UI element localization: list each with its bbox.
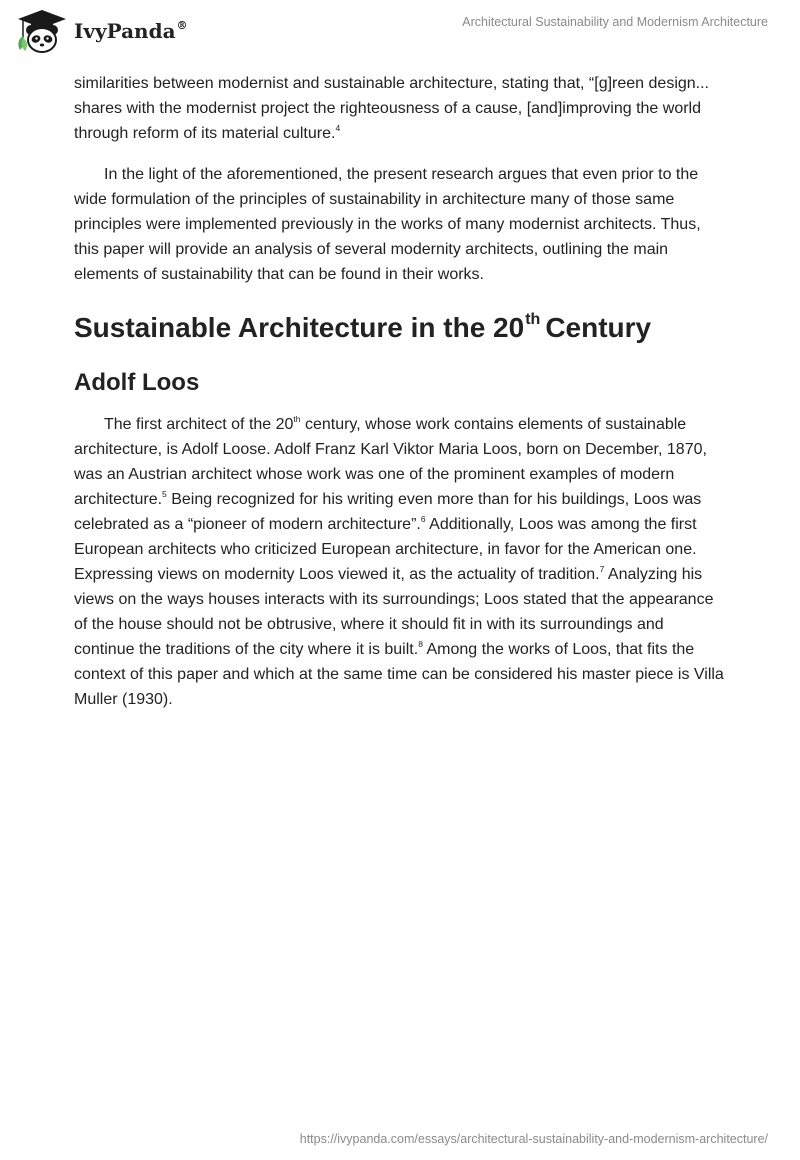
paragraph-intro-continuation: similarities between modernist and sustainable architecture, stating that, “[g]reen design... shares with the modernist project the righteousness of a cause, [and]improving the world through reform of its material culture.$^4$ [74, 75, 709, 142]
source-url[interactable]: https://ivypanda.com/essays/architectural-sustainability-and-modernism-architecture/ [299, 1132, 768, 1146]
panda-graduate-icon [14, 8, 70, 54]
brand-name: IvyPanda® [74, 19, 188, 43]
ivypanda-logo[interactable] [14, 8, 188, 54]
page-header [0, 0, 800, 64]
essay-content [74, 71, 724, 712]
footnote-ref[interactable]: 6 [420, 514, 426, 524]
footnote-ref[interactable]: 4 [335, 123, 341, 133]
footnote-ref[interactable]: 8 [418, 639, 423, 649]
subsection-heading: Adolf Loos [74, 369, 200, 396]
registered-mark: ® [176, 19, 188, 32]
section-heading: Sustainable Architecture in the 20th Century [74, 311, 652, 343]
footnote-ref[interactable]: 7 [599, 564, 605, 574]
document-title: Architectural Sustainability and Modernism Architecture [462, 15, 768, 29]
paragraph-research-argument: In the light of the aforementioned, the present research argues that even prior to the wide formulation of the principles of sustainability in architecture many of those same principles were implemented previously in the works of many modernist architects. Thus, this paper will provide an analysis of several modernity architects, outlining the main elements of sustainability that can be found in their works. [74, 166, 701, 283]
paragraph-adolf-loos: The first architect of the 20th century, whose work contains elements of sustainable architecture, is Adolf Loose. Adolf Franz Karl Viktor Maria Loos, born on December, 1870, was an Austrian architect whose work was one of the prominent examples of modern architecture.$^5$ Being recognized for his writing even more than for his buildings, Loos was celebrated as a “pioneer of modern architecture”.$^6$ Additionally, Loos was among the first European architects who criticized European architecture, in favor for the American one. Expressing views on modernity Loos viewed it, as the actuality of tradition.$^7$ Analyzing his views on the ways houses interacts with its surroundings; Loos stated that the appearance of the house should not be obtrusive, where it should fit in with its surroundings and continue the traditions of the city where it is built.$^8$ Among the works of Loos, that fits the context of this paper and which at the same time can be considered his master piece is Villa Muller (1930). [74, 414, 724, 708]
footnote-ref[interactable]: 5 [162, 489, 167, 499]
